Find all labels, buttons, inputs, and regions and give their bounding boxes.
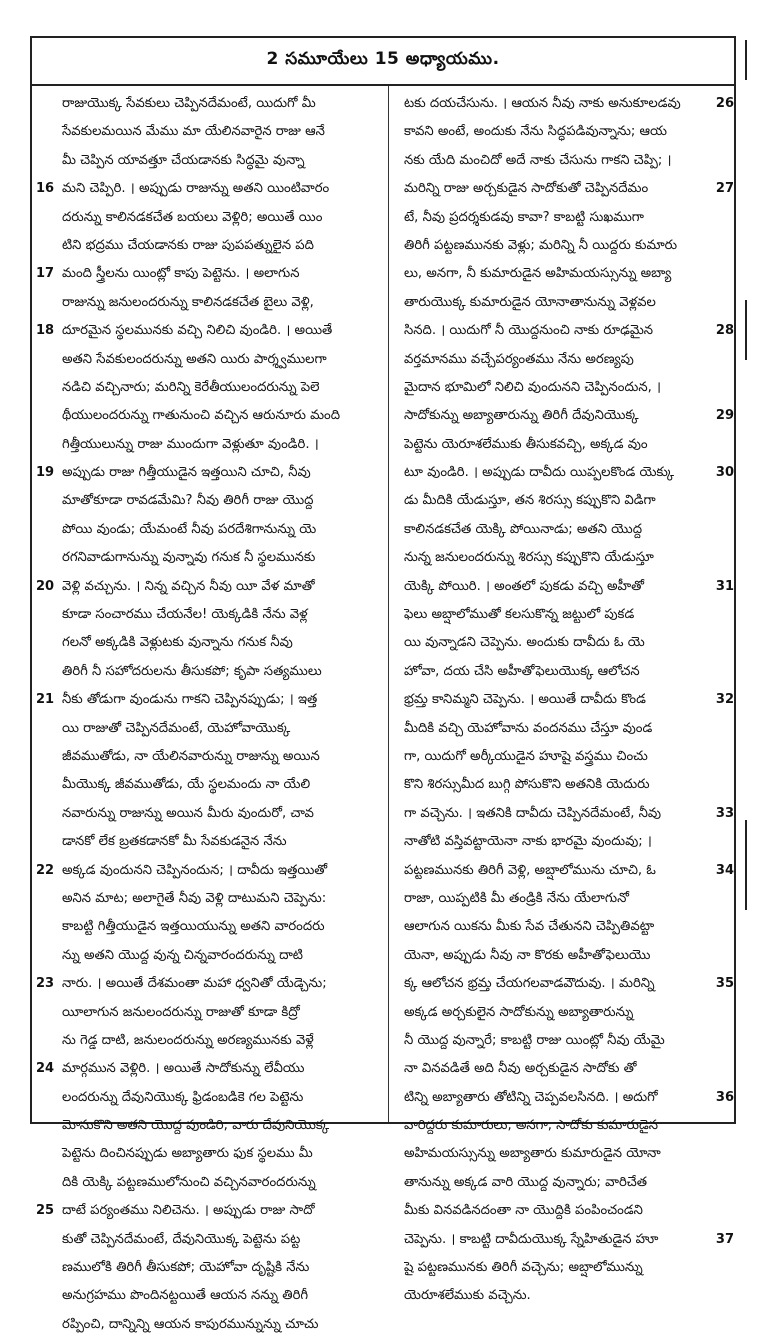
text-line	[404, 942, 734, 970]
text-line	[36, 1197, 366, 1225]
text-line	[404, 516, 734, 544]
line-text: టిన్ని అబ్యాతారు తోటిన్ని చెప్పవలసినది. । అదుగో	[404, 1089, 658, 1105]
line-text: క్క ఆలోచన భ్రమ్త చేయగలవాడవౌదువు. । మరిన్ని	[404, 976, 655, 992]
binding-edge-mark	[745, 300, 747, 360]
line-text: రాజున్ను జనులందరున్ను కాలినడకచేత బైలు వెళ్లి,	[62, 294, 314, 310]
verse-number: 18	[36, 323, 55, 339]
text-line	[36, 1055, 366, 1083]
verse-number: 31	[715, 578, 734, 594]
text-line	[36, 289, 366, 317]
line-text: లు, అనగా, నీ కుమారుడైన అహిమయస్సున్ను అబ్యా	[404, 266, 672, 282]
verse-number: 22	[36, 862, 55, 878]
line-text: మీయొక్క జీవముతోడు, యే స్థలమందు నా యేలి	[62, 777, 311, 793]
line-text: రగనివాడుగానున్ను వున్నావు గనుక నీ స్థలమునకు	[62, 550, 316, 566]
text-line	[36, 459, 366, 487]
text-line	[404, 260, 734, 288]
text-line	[36, 999, 366, 1027]
text-line	[404, 487, 734, 515]
text-line	[36, 942, 366, 970]
verse-number: 34	[715, 862, 734, 878]
line-text: దాటే పర్యంతము నిలిచెను. । అప్పుడు రాజు సాదో	[62, 1203, 315, 1219]
line-text: హోవా, దయ చేసి అహీతోఫెలుయొక్క ఆలోచన	[404, 663, 640, 679]
right-column	[404, 90, 734, 1311]
line-text: కావని అంటే, అందుకు నేను సిద్ధపడివున్నాను; ఆయ	[404, 124, 667, 140]
binding-edge-mark	[745, 40, 747, 80]
line-text: మోసుకొని అతని యొద్ద వుండిరి; వారు దేవునియొక్క	[62, 1118, 330, 1134]
line-text: యెక్కి పోయిరి. । అంతలో పుకడు వచ్చి అహీతో	[404, 578, 644, 594]
line-text: మీకు వినవడినదంతా నా యొద్దికి పంపించండని	[404, 1203, 643, 1219]
text-line	[36, 1311, 366, 1339]
text-line	[404, 743, 734, 771]
text-line	[36, 402, 366, 430]
line-text: అహిమయస్సున్ను అబ్యాతారు కుమారుడైన యోనా	[404, 1146, 661, 1162]
verse-number: 36	[715, 1089, 734, 1105]
line-text: యెరూశలేముకు వచ్చెను.	[404, 1288, 531, 1304]
text-line	[36, 431, 366, 459]
text-line	[404, 1112, 734, 1140]
page-frame	[30, 36, 736, 1332]
text-line	[404, 317, 734, 345]
line-text: తానున్ను అక్కడ వారి యొద్ద వున్నారు; వారిచేత	[404, 1174, 648, 1190]
text-line	[404, 1282, 734, 1310]
verse-number: 30	[715, 465, 734, 481]
line-text: నవారున్ను రాజున్ను అయిన మీరు వుందురో, చావ	[62, 805, 314, 821]
line-text: నా వినవడితే అది నీవు అర్చకుడైన సాదోకు తో	[404, 1061, 637, 1077]
verse-number: 33	[715, 805, 734, 821]
text-line	[404, 1140, 734, 1168]
page-title: 2 సమూయేలు 15 అధ్యాయము.	[32, 38, 734, 86]
verse-number: 16	[36, 181, 55, 197]
text-line	[404, 1254, 734, 1282]
line-text: ణములోకి తిరిగీ తీసుకపో; యెహోవా దృష్టికి నేను	[62, 1260, 310, 1276]
text-line	[36, 686, 366, 714]
verse-number: 27	[715, 181, 734, 197]
text-line	[36, 715, 366, 743]
text-line	[36, 544, 366, 572]
text-line	[36, 1169, 366, 1197]
line-text: అప్పుడు రాజు గిత్తీయుడైన ఇత్తయిని చూచి, నీవు	[62, 465, 311, 481]
verse-number: 21	[36, 692, 55, 708]
line-text: మైదాన భూమిలో నిలిచి వుందునని చెప్పినందున, ।	[404, 379, 661, 395]
text-line	[36, 800, 366, 828]
verse-number: 24	[36, 1061, 55, 1077]
verse-number: 17	[36, 266, 55, 282]
line-text: గలనో అక్కడికి వెళ్లుటకు వున్నాను గనుక నీవు	[62, 635, 293, 651]
line-text: నాతోటి వస్తివట్టాయెనా నాకు భారమై వుందువు; ।	[404, 834, 652, 850]
binding-edge-mark	[745, 820, 747, 910]
text-line	[404, 1169, 734, 1197]
verse-number: 20	[36, 578, 55, 594]
line-text: ఫెలు అబ్షాలోముతో కలసుకొన్న జట్టులో పుకడ	[404, 607, 635, 623]
text-line	[404, 346, 734, 374]
text-line	[36, 118, 366, 146]
line-text: అనుగ్రహము పొందినట్టయితే ఆయన నన్ను తిరిగీ	[62, 1288, 309, 1304]
column-divider	[388, 86, 389, 1122]
text-line	[404, 90, 734, 118]
text-line	[404, 771, 734, 799]
text-line	[36, 743, 366, 771]
line-text: అక్కడ అర్చకులైన సాదోకున్ను అబ్యాతారున్ను	[404, 1004, 634, 1020]
text-line	[404, 913, 734, 941]
text-line	[404, 431, 734, 459]
line-text: మరిన్ని రాజు అర్చకుడైన సాదోకుతో చెప్పినదేమం	[404, 181, 649, 197]
line-text: కాబట్టి గిత్తీయుడైన ఇత్తయియున్ను అతని వారందరు	[62, 919, 325, 935]
left-column	[36, 90, 366, 1339]
text-line	[36, 1084, 366, 1112]
line-text: వారిద్దరు కుమారులు, అనగా, సాదోకు కుమారుడైన	[404, 1118, 658, 1134]
line-text: నకు యేది మంచిదో అదే నాకు చేసును గాకని చెప్పి; ।	[404, 152, 672, 168]
line-text: రాజుయొక్క సేవకులు చెప్పినదేమంటే, యిదుగో మీ	[62, 96, 316, 111]
text-line	[404, 885, 734, 913]
text-line	[36, 90, 366, 118]
line-text: తారుయొక్క కుమారుడైన యోనాతానున్ను వెళ్లవల	[404, 294, 656, 310]
text-line	[36, 516, 366, 544]
line-text: గిత్తీయులున్ను రాజు ముందుగా వెళ్లుతూ వుండిరి. ।	[62, 436, 319, 452]
line-text: దూరమైన స్థలమునకు వచ్చి నిలిచి వుండిరి. । అయితే	[62, 323, 333, 339]
verse-number: 35	[715, 976, 734, 992]
line-text: తిరిగీ పట్టణమునకు వెళ్లు; మరిన్ని నీ యిద్దరు కుమారు	[404, 237, 678, 253]
text-line	[404, 970, 734, 998]
text-line	[404, 1226, 734, 1254]
text-line	[36, 204, 366, 232]
line-text: అనిన మాట; అలాగైతే నీవు వెళ్లి దాటుమని చెప్పెను:	[62, 890, 327, 906]
line-text: డు మీదికి యేడుస్తూ, తన శిరస్సు కప్పుకొని విడిగా	[404, 493, 656, 509]
line-text: పట్టణమునకు తిరిగీ వెళ్లి, అబ్షాలోమును చూచి, ఓ	[404, 862, 656, 878]
line-text: సాదోకున్ను అబ్యాతారున్ను తిరిగీ దేవునియొక్క	[404, 408, 639, 424]
text-line	[404, 800, 734, 828]
text-line	[36, 260, 366, 288]
text-line	[404, 118, 734, 146]
line-text: నున్న జనులందరున్ను శిరస్సు కప్పుకొని యేడుస్తూ	[404, 550, 654, 566]
line-text: అతని సేవకులందరున్ను అతని యిరు పార్శ్వములగా	[62, 351, 327, 367]
text-line	[36, 601, 366, 629]
verse-number: 32	[715, 692, 734, 708]
text-line	[404, 374, 734, 402]
line-text: యెనా, అప్పుడు నీవు నా కొరకు అహీతోఫెలుయొ	[404, 947, 651, 963]
line-text: యి రాజుతో చెప్పినదేమంటే, యెహోవాయొక్క	[62, 720, 291, 736]
line-text: వెళ్లి వచ్చును. । నిన్న వచ్చిన నీవు యీ వేళ మాతో	[62, 578, 315, 594]
line-text: మంది స్త్రీలను యింట్లో కాపు పెట్టెను. । అలాగున	[62, 266, 300, 282]
verse-number: 25	[36, 1203, 55, 1219]
text-line	[404, 459, 734, 487]
text-line	[36, 857, 366, 885]
text-line	[36, 771, 366, 799]
text-line	[404, 601, 734, 629]
line-text: పెట్టెను యెరూశలేముకు తీసుకవచ్చి, అక్కడ వుం	[404, 436, 648, 452]
text-line	[404, 715, 734, 743]
line-text: దరున్ను కాలినడకచేత బయలు వెళ్లిరి; అయితే యిం	[62, 209, 323, 225]
text-line	[36, 1226, 366, 1254]
text-line	[36, 1027, 366, 1055]
verse-number: 19	[36, 465, 55, 481]
line-text: కుతో చెప్పినదేమంటే, దేవునియొక్క పెట్టెను పట్ట	[62, 1231, 301, 1247]
text-line	[36, 658, 366, 686]
line-text: పెట్టెను దించినప్పుడు అబ్యాతారు ఫుక స్థలము మీ	[62, 1146, 313, 1162]
text-line	[36, 913, 366, 941]
line-text: తిరిగీ నీ సహోదరులను తీసుకపో; కృపా సత్యములు	[62, 663, 322, 679]
line-text: చెప్పెను. । కాబట్టి దావీదుయొక్క స్నేహితుడైన హూ	[404, 1231, 659, 1247]
line-text: మార్గమున వెళ్లిరి. । అయితే సాదోకున్ను లేవీయు	[62, 1061, 305, 1077]
text-line	[36, 346, 366, 374]
text-line	[36, 374, 366, 402]
line-text: థీయులందరున్ను గాతునుంచి వచ్చిన ఆరునూరు మంది	[62, 408, 341, 424]
line-text: అక్కడ వుందునని చెప్పినందున; । దావీదు ఇత్తయితో	[62, 862, 328, 878]
text-line	[404, 402, 734, 430]
text-line	[404, 1055, 734, 1083]
line-text: మాతోకూడా రావడమేమి? నీవు తిరిగీ రాజు యొద్ద	[62, 493, 314, 509]
text-line	[404, 686, 734, 714]
text-line	[404, 232, 734, 260]
line-text: మని చెప్పిరి. । అప్పుడు రాజున్ను అతని యింటివారం	[62, 181, 330, 197]
line-text: నడిచి వచ్చినారు; మరిన్ని కెరేతీయులందరున్ను పెలె	[62, 379, 320, 395]
line-text: కాలినడకచేత యెక్కి పోయినాడు; అతని యొద్ద	[404, 521, 643, 537]
text-line	[404, 204, 734, 232]
line-text: మీ చెప్పిన యావత్తూ చేయడానకు సిద్ధమై వున్నా	[62, 152, 305, 168]
line-text: టకు దయచేసును. । ఆయన నీవు నాకు అనుకూలడవు	[404, 96, 681, 111]
line-text: దికి యెక్కి పట్టణములోనుంచి వచ్చినవారందరున్ను	[62, 1174, 316, 1190]
text-line	[36, 629, 366, 657]
line-text: నీకు తోడుగా వుండును గాకని చెప్పినప్పుడు; । ఇత్త	[62, 692, 318, 708]
line-text: నారు. । అయితే దేశమంతా మహా ధ్వనితో యేడ్చెను;	[62, 976, 327, 992]
line-text: రప్పించి, దాన్నిన్ని ఆయన కాపురమున్నున్ను చూచు	[62, 1316, 319, 1332]
line-text: టే, నీవు ప్రదర్శకుడవు కావా? కాబట్టి సుఖముగా	[404, 209, 644, 225]
text-line	[404, 175, 734, 203]
line-text: గా, యిదుగో అర్కీయుడైన హూషై వస్త్రము చించు	[404, 748, 648, 764]
text-line	[404, 1027, 734, 1055]
line-text: మీదికి వచ్చి యెహోవాను వందనము చేస్తూ వుండ	[404, 720, 653, 736]
verse-number: 26	[715, 96, 734, 111]
line-text: కూడా సంచారము చేయనేల! యెక్కడికి నేను వెళ్ల	[62, 607, 308, 623]
line-text: డానకో లేక బ్రతకడానకో మీ సేవకుడనైన నేను	[62, 834, 287, 850]
text-line	[36, 1140, 366, 1168]
text-line	[36, 1112, 366, 1140]
text-line	[36, 970, 366, 998]
verse-number: 37	[715, 1231, 734, 1247]
line-text: ఆలాగున యికను మీకు సేవ చేతునని చెప్పితివట్టా	[404, 919, 655, 935]
line-text: లందరున్ను దేవునియొక్క ఫ్రిడంబడికె గల పెట్టెను	[62, 1089, 304, 1105]
text-line	[404, 544, 734, 572]
text-line	[36, 885, 366, 913]
line-text: నీ యొద్ద వున్నారే; కాబట్టి రాజు యింట్లో నీవు యేమై	[404, 1032, 665, 1048]
text-line	[404, 573, 734, 601]
line-text: రాజా, యిప్పటికి మీ తండ్రికి నేను యేలాగునో	[404, 890, 629, 906]
text-line	[36, 175, 366, 203]
text-line	[404, 1197, 734, 1225]
line-text: వర్తమానము వచ్చేపర్యంతము నేను అరణ్యపు	[404, 351, 634, 367]
text-line	[404, 147, 734, 175]
line-text: టూ వుండిరి. । అప్పుడు దావీదు యిప్పలకొండ యెక్కు	[404, 465, 675, 481]
line-text: జీవముతోడు, నా యేలినవారున్ను రాజున్ను అయిన	[62, 748, 320, 764]
text-line	[36, 573, 366, 601]
line-text: సినది. । యిదుగో నీ యొద్దనుంచి నాకు రూఢమైన	[404, 323, 654, 339]
line-text: యి వున్నాడని చెప్పెను. అందుకు దావీదు ఓ యె	[404, 635, 645, 651]
line-text: టిని భద్రము చేయడానకు రాజు పుపపత్నులైన పది	[62, 237, 314, 253]
verse-number: 28	[715, 323, 734, 339]
text-line	[36, 1282, 366, 1310]
text-line	[36, 317, 366, 345]
line-text: భ్రమ్త కానిమ్మని చెప్పెను. । అయితే దావీదు కొండ	[404, 692, 646, 708]
line-text: యీలాగున జనులందరున్ను రాజుతో కూడా కిద్రో	[62, 1004, 300, 1020]
line-text: ను గెడ్డ దాటి, జనులందరున్ను అరణ్యమునకు వెళ్లే	[62, 1032, 314, 1048]
text-line	[36, 1254, 366, 1282]
line-text: పోయి వుండు; యేమంటే నీవు పరదేశిగానున్ను యె	[62, 521, 317, 537]
text-line	[404, 658, 734, 686]
text-line	[36, 147, 366, 175]
line-text: గా వచ్చెను. । ఇతనికి దావీదు చెప్పినదేమంటే, నీవు	[404, 805, 662, 821]
verse-number: 23	[36, 976, 55, 992]
line-text: సేవకులమయిన మేము మా యేలినవారైన రాజు ఆనే	[62, 124, 325, 140]
text-line	[404, 1084, 734, 1112]
line-text: న్ను అతని యొద్ద వున్న చిన్నవారందరున్ను దాటి	[62, 947, 303, 963]
text-line	[36, 232, 366, 260]
text-line	[36, 828, 366, 856]
text-line	[404, 828, 734, 856]
verse-number: 29	[715, 408, 734, 424]
line-text: కొని శిరస్సుమీద బుగ్గి పోసుకొని అతనికి యెదురు	[404, 777, 650, 793]
text-line	[404, 999, 734, 1027]
text-line	[36, 487, 366, 515]
line-text: షై పట్టణమునకు తిరిగీ వచ్చెను; అబ్షాలోమున్ను	[404, 1260, 643, 1276]
text-line	[404, 629, 734, 657]
text-line	[404, 289, 734, 317]
text-line	[404, 857, 734, 885]
